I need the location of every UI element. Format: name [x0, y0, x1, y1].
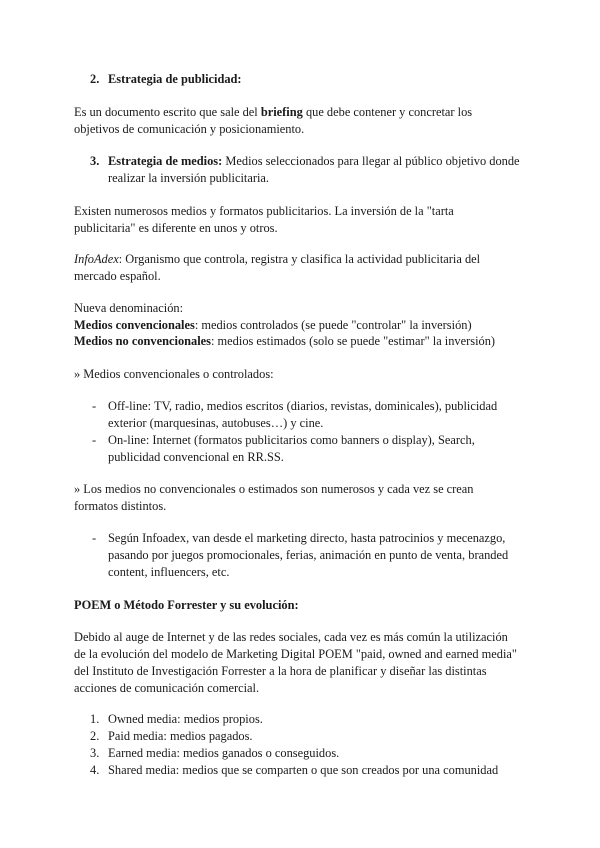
- section-3-number: 3.: [90, 154, 100, 168]
- paragraph-noconv-line-2: formatos distintos.: [74, 499, 167, 513]
- section-2-title: Estrategia de publicidad:: [108, 72, 242, 86]
- poem-item-owned: Owned media: medios propios.: [108, 712, 263, 726]
- noconv-item-line-2: pasando por juegos promocionales, ferias, animación en punto de venta, branded: [108, 548, 509, 562]
- section-3-title: Estrategia de medios:: [108, 154, 223, 168]
- paragraph-medios-line-2: publicitaria" es diferente en unos y otros.: [74, 221, 278, 235]
- paragraph-briefing-line-2: objetivos de comunicación y posicionamiento.: [74, 122, 305, 136]
- poem-item-number: 4.: [90, 763, 100, 777]
- denominacion-heading: Nueva denominación:: [74, 301, 184, 315]
- briefing-term: briefing: [260, 105, 303, 119]
- section-3-line-2: realizar la inversión publicitaria.: [108, 171, 270, 185]
- poem-item-paid: Paid media: medios pagados.: [108, 729, 253, 743]
- poem-item-number: 1.: [90, 712, 100, 726]
- conv-item-online-line-1: On-line: Internet (formatos publicitarios como banners o display), Search,: [108, 433, 475, 447]
- list-bullet: -: [92, 433, 97, 447]
- paragraph-poem-line-1: Debido al auge de Internet y de las redes sociales, cada vez es más común la utilización: [74, 630, 508, 644]
- paragraph-poem-line-4: acciones de comunicación comercial.: [74, 681, 260, 695]
- list-bullet: -: [92, 399, 97, 413]
- paragraph-noconv-line-1: » Los medios no convencionales o estimados son numerosos y cada vez se crean: [74, 482, 474, 496]
- paragraph-infoadex-line-1: InfoAdex: Organismo que controla, registra y clasifica la actividad publicitaria del: [74, 252, 481, 266]
- paragraph-briefing-line-1: Es un documento escrito que sale del briefing que debe contener y concretar los: [74, 105, 473, 119]
- conv-list-heading: » Medios convencionales o controlados:: [74, 367, 274, 381]
- poem-item-earned: Earned media: medios ganados o conseguidos.: [108, 746, 340, 760]
- infoadex-term: InfoAdex: [74, 252, 119, 266]
- noconv-item-line-3: content, influencers, etc.: [108, 565, 230, 579]
- denominacion-convencionales: Medios convencionales: medios controlados (se puede "controlar" la inversión): [74, 318, 472, 332]
- poem-item-number: 2.: [90, 729, 100, 743]
- paragraph-poem-line-2: de la evolución del modelo de Marketing Digital POEM "paid, owned and earned media": [74, 647, 517, 661]
- denominacion-no-convencionales: Medios no convencionales: medios estimados (solo se puede "estimar" la inversión): [74, 334, 496, 348]
- section-2-number: 2.: [90, 72, 100, 86]
- list-bullet: -: [92, 531, 97, 545]
- conv-item-offline-line-1: Off-line: TV, radio, medios escritos (diarios, revistas, dominicales), publicidad: [108, 399, 498, 413]
- poem-item-number: 3.: [90, 746, 100, 760]
- paragraph-medios-line-1: Existen numerosos medios y formatos publicitarios. La inversión de la "tarta: [74, 204, 454, 218]
- conv-item-online-line-2: publicidad convencional en RR.SS.: [108, 450, 284, 464]
- poem-heading: POEM o Método Forrester y su evolución:: [74, 598, 299, 612]
- paragraph-infoadex-line-2: mercado español.: [74, 269, 161, 283]
- poem-item-shared: Shared media: medios que se comparten o que son creados por una comunidad: [108, 763, 499, 777]
- conv-item-offline-line-2: exterior (marquesinas, autobuses…) y cine.: [108, 416, 324, 430]
- paragraph-poem-line-3: del Instituto de Investigación Forrester a la hora de planificar y diseñar las distintas: [74, 664, 487, 678]
- noconv-item-line-1: Según Infoadex, van desde el marketing directo, hasta patrocinios y mecenazgo,: [108, 531, 506, 545]
- section-3-line-1: Estrategia de medios: Medios seleccionados para llegar al público objetivo donde: [108, 154, 520, 168]
